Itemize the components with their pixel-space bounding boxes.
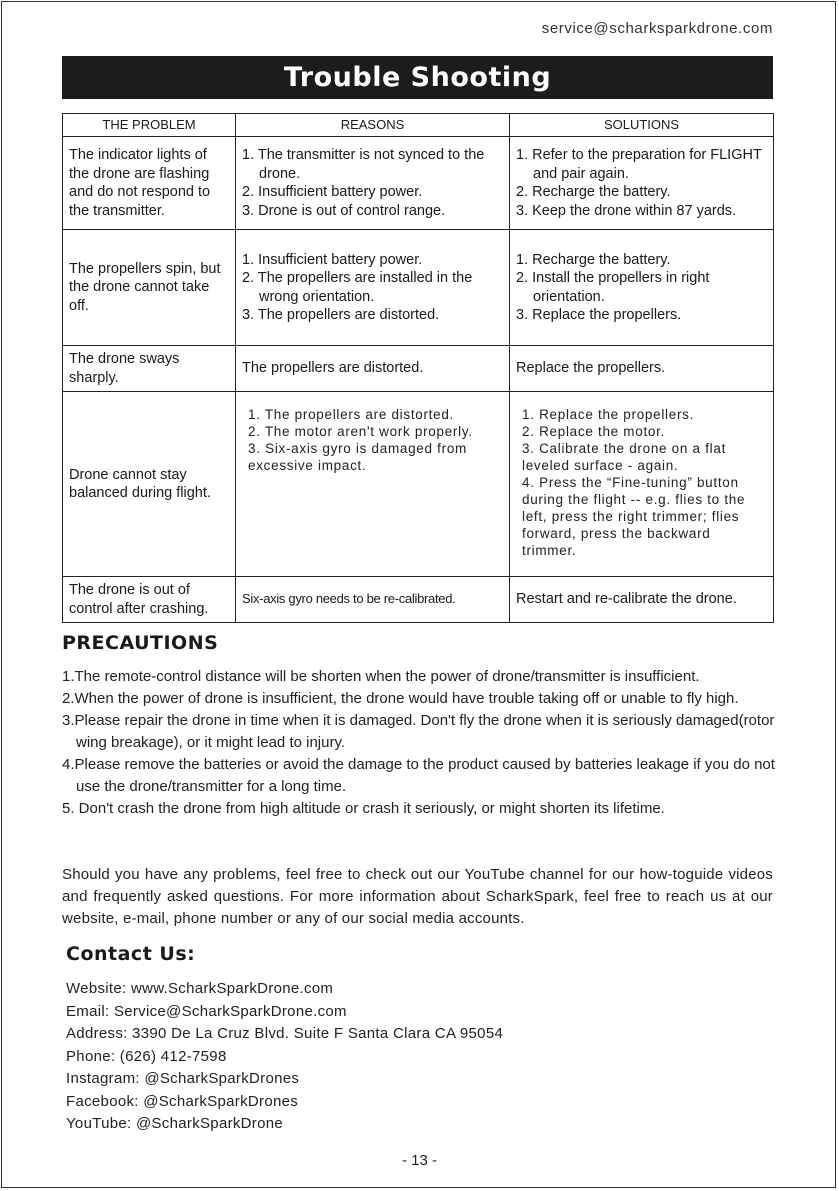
column-header-solutions: SOLUTIONS — [510, 114, 774, 137]
solution-item: 1. Refer to the preparation for FLIGHT and pair again. — [516, 147, 762, 182]
reason-item: 1. The transmitter is not synced to the drone. — [242, 147, 485, 182]
reasons-cell — [236, 137, 510, 230]
list-item: 4.Please remove the batteries or avoid the damage to the product caused by batteries leakage if you do not use the drone/transmitter for a long time. — [62, 756, 775, 795]
problem-cell: Drone cannot stay balanced during flight. — [63, 392, 236, 577]
troubleshooting-table — [62, 113, 774, 623]
table-row — [63, 392, 774, 577]
reasons-cell: Six-axis gyro needs to be re-calibrated. — [236, 577, 510, 623]
reasons-cell — [236, 230, 510, 346]
solution-item: 3. Keep the drone within 87 yards. — [516, 202, 737, 219]
reasons-cell — [236, 392, 510, 577]
column-header-problem: THE PROBLEM — [63, 114, 236, 137]
reason-item: 1. The propellers are distorted. — [248, 407, 455, 422]
reason-item: 3. Drone is out of control range. — [242, 202, 446, 219]
reasons-cell: The propellers are distorted. — [236, 346, 510, 392]
table-row — [63, 346, 774, 392]
solution-item: 4. Press the “Fine-tuning” button during the flight -- e.g. flies to the left, press the right trimmer; flies forward, press the backward trimmer. — [522, 475, 746, 558]
list-item: 3.Please repair the drone in time when it is damaged. Don't fly the drone when it is seriously damaged(rotor wing breakage), or it might lead to injury. — [62, 712, 775, 751]
precautions-list — [62, 666, 777, 820]
list-item: 5. Don't crash the drone from high altitude or crash it seriously, or might shorten its lifetime. — [62, 800, 665, 817]
contact-facebook: Facebook: @ScharkSparkDrones — [66, 1092, 299, 1110]
solutions-cell — [510, 137, 774, 230]
solutions-cell: Restart and re-calibrate the drone. — [510, 577, 774, 623]
problem-cell: The propellers spin, but the drone cannot take off. — [63, 230, 236, 346]
solution-item: 2. Replace the motor. — [522, 424, 666, 439]
list-item: 2.When the power of drone is insufficient, the drone would have trouble taking off or unable to fly high. — [62, 690, 739, 707]
solution-item: 2. Install the propellers in right orientation. — [516, 270, 710, 305]
reason-item: 2. The propellers are installed in the wrong orientation. — [242, 270, 473, 305]
contact-youtube: YouTube: @ScharkSparkDrone — [66, 1115, 284, 1132]
contact-heading: Contact Us: — [66, 943, 196, 965]
support-paragraph: Should you have any problems, feel free to check out our YouTube channel for our how-toguide videos and frequently asked questions. For more information about ScharkSpark, feel free to reach us at our website, e-mail, phone number or any of our social media accounts. — [62, 866, 773, 927]
header-email: service@scharksparkdrone.com — [541, 20, 773, 37]
table-row — [63, 230, 774, 346]
solution-item: 2. Recharge the battery. — [516, 184, 671, 200]
problem-cell: The drone sways sharply. — [63, 346, 236, 392]
reason-item: 2. The motor aren't work properly. — [248, 424, 473, 439]
problem-cell: The drone is out of control after crashing. — [63, 577, 236, 623]
solution-item: 3. Replace the propellers. — [516, 307, 682, 323]
contact-address: Address: 3390 De La Cruz Blvd. Suite F Santa Clara CA 95054 — [66, 1025, 504, 1042]
solution-item: 3. Calibrate the drone on a flat leveled surface - again. — [522, 441, 727, 473]
reason-item: 2. Insufficient battery power. — [242, 184, 423, 200]
solutions-cell — [510, 392, 774, 577]
contact-phone: Phone: (626) 412-7598 — [66, 1047, 227, 1065]
reason-item: 3. The propellers are distorted. — [242, 307, 440, 323]
reason-item: 3. Six-axis gyro is damaged from excessive impact. — [248, 441, 467, 473]
solution-item: 1. Replace the propellers. — [522, 407, 695, 422]
column-header-reasons: REASONS — [236, 114, 510, 137]
contact-email: Email: Service@ScharkSparkDrone.com — [66, 1002, 347, 1020]
solution-item: 1. Recharge the battery. — [516, 251, 671, 268]
table-row — [63, 137, 774, 230]
problem-cell: The indicator lights of the drone are flashing and do not respond to the transmitter. — [63, 137, 236, 230]
contact-instagram: Instagram: @ScharkSparkDrones — [66, 1070, 300, 1087]
page-number: - 13 - — [401, 1152, 437, 1169]
precautions-heading: PRECAUTIONS — [62, 632, 219, 654]
solutions-cell: Replace the propellers. — [510, 346, 774, 392]
list-item: 1.The remote-control distance will be shorten when the power of drone/transmitter is insufficient. — [62, 668, 700, 685]
reason-item: 1. Insufficient battery power. — [242, 251, 423, 268]
solutions-cell — [510, 230, 774, 346]
contact-website: Website: www.ScharkSparkDrone.com — [66, 980, 334, 997]
page-title: Trouble Shooting — [62, 56, 773, 99]
contact-list — [66, 978, 503, 1136]
table-row — [63, 577, 774, 623]
table-header-row — [63, 114, 774, 137]
